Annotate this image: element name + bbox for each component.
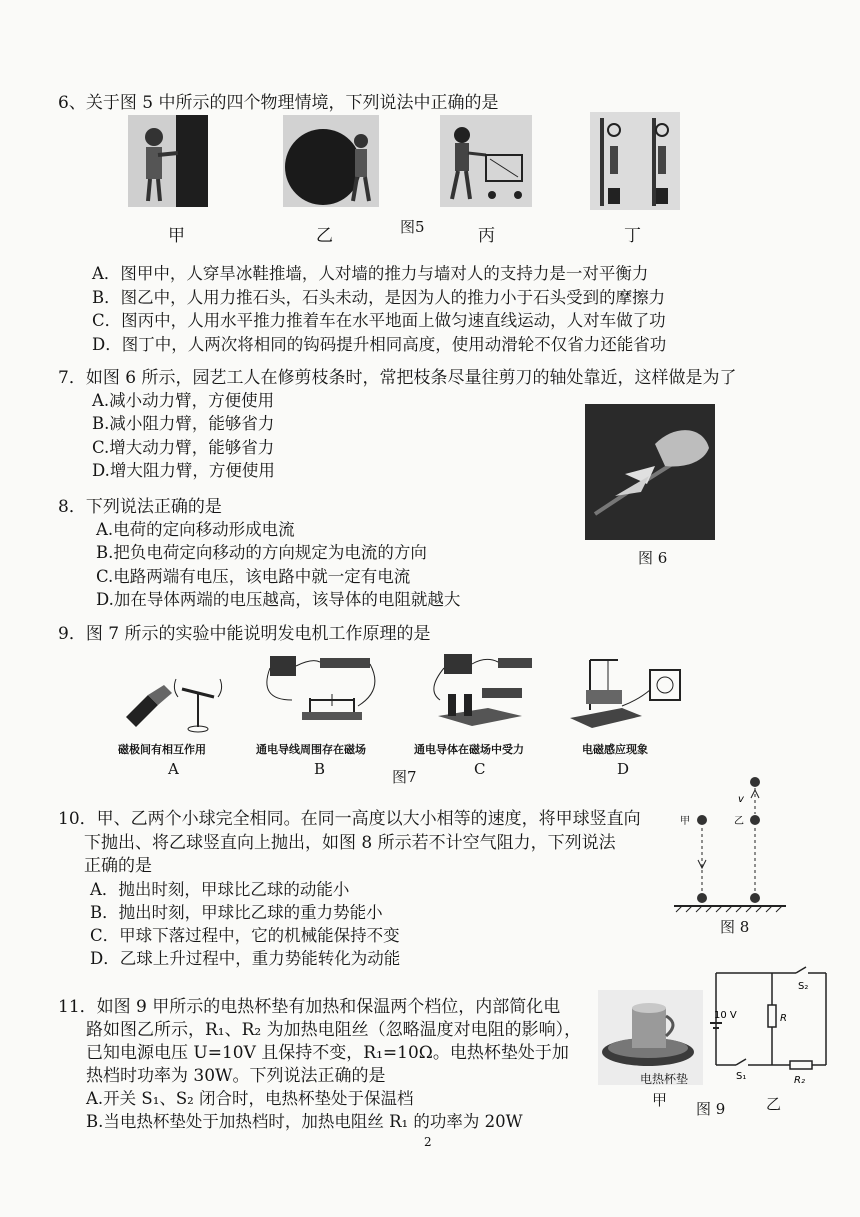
fig7-letter-b: B	[314, 760, 326, 778]
q11-stem-line-3: 已知电源电压 U=10V 且保持不变，R₁=10Ω。电热杯垫处于加	[86, 1043, 569, 1063]
q6-option-c: C．图丙中，人用水平推力推着车在水平地面上做匀速直线运动，人对车做了功	[92, 311, 666, 330]
q10-stem-line-3: 正确的是	[84, 856, 152, 876]
fig5-bing-image	[440, 115, 532, 207]
fig8-yi-label: 乙	[734, 816, 744, 827]
q11-stem-line-4: 热档时功率为 30W。下列说法正确的是	[86, 1066, 386, 1086]
fig9-photo-label: 电热杯垫	[640, 1072, 689, 1086]
fig5-ding-image	[590, 112, 680, 210]
fig8-v-label: v	[738, 794, 744, 805]
fig5-jia-image	[128, 115, 208, 207]
fig7-a-image	[118, 665, 238, 735]
fig7-letter-d: D	[617, 760, 630, 778]
fig5-label-yi: 乙	[316, 226, 333, 246]
fig7-b-caption: 通电导线周围存在磁场	[256, 743, 366, 756]
fig6-caption: 图 6	[638, 549, 668, 567]
q11-stem-line-1: 11．如图 9 甲所示的电热杯垫有加热和保温两个档位，内部简化电	[58, 997, 561, 1017]
fig7-c-image	[418, 650, 548, 735]
fig7-a-caption: 磁极间有相互作用	[118, 743, 206, 756]
fig7-b-image	[262, 650, 382, 735]
q6-stem: 6、关于图 5 中所示的四个物理情境，下列说法中正确的是	[58, 93, 499, 113]
fig5-label-bing: 丙	[478, 226, 495, 246]
fig7-letter-c: C	[474, 760, 486, 778]
q10-stem-line-2: 下抛出、将乙球竖直向上抛出，如图 8 所示若不计空气阻力，下列说法	[84, 833, 616, 853]
q10-option-d: D．乙球上升过程中，重力势能转化为动能	[90, 949, 401, 968]
q11-option-a: A.开关 S₁、S₂ 闭合时，电热杯垫处于保温档	[86, 1089, 414, 1108]
q7-option-a: A.减小动力臂，方便使用	[92, 391, 275, 410]
fig5-yi-image	[283, 115, 379, 207]
fig9-caption: 图 9	[696, 1100, 726, 1118]
q10-option-a: A．抛出时刻，甲球比乙球的动能小	[90, 880, 350, 899]
fig7-d-caption: 电磁感应现象	[582, 743, 648, 756]
q8-stem: 8．下列说法正确的是	[58, 497, 222, 517]
fig5-label-ding: 丁	[624, 226, 641, 246]
q8-option-a: A.电荷的定向移动形成电流	[96, 520, 295, 539]
q10-option-b: B．抛出时刻，甲球比乙球的重力势能小	[90, 903, 383, 922]
q7-option-d: D.增大阻力臂，方便使用	[92, 461, 275, 480]
fig5-caption: 图5	[400, 218, 425, 236]
fig9-circuit	[706, 965, 830, 1085]
fig7-letter-a: A	[168, 760, 179, 778]
q6-option-a: A．图甲中，人穿旱冰鞋推墙，人对墙的推力与墙对人的支持力是一对平衡力	[92, 264, 649, 283]
page-number: 2	[424, 1135, 432, 1149]
q8-option-b: B.把负电荷定向移动的方向规定为电流的方向	[96, 543, 427, 562]
q7-stem: 7．如图 6 所示，园艺工人在修剪枝条时，常把枝条尽量往剪刀的轴处靠近，这样做是为了	[58, 368, 737, 388]
q9-stem: 9．图 7 所示的实验中能说明发电机工作原理的是	[58, 624, 431, 644]
fig9-s2-label: S₂	[798, 981, 809, 992]
fig9-sub-label-yi: 乙	[766, 1095, 782, 1113]
q10-option-c: C．甲球下落过程中，它的机械能保持不变	[90, 926, 400, 945]
q7-option-b: B.减小阻力臂，能够省力	[92, 414, 275, 433]
q11-stem-line-2: 路如图乙所示，R₁、R₂ 为加热电阻丝（忽略温度对电阻的影响），	[86, 1020, 582, 1040]
fig7-caption: 图7	[392, 768, 417, 786]
fig9-r-label: R	[780, 1013, 787, 1024]
q10-stem-line-1: 10．甲、乙两个小球完全相同。在同一高度以大小相等的速度，将甲球竖直向	[58, 809, 641, 829]
fig7-c-caption: 通电导体在磁场中受力	[414, 743, 524, 756]
fig8-caption: 图 8	[720, 918, 750, 936]
fig5-label-jia: 甲	[168, 226, 185, 246]
fig8-jia-label: 甲	[680, 816, 690, 827]
q8-option-c: C.电路两端有电压，该电路中就一定有电流	[96, 567, 411, 586]
q8-option-d: D.加在导体两端的电压越高，该导体的电阻就越大	[96, 590, 461, 609]
q6-option-d: D．图丁中，人两次将相同的钩码提升相同高度，使用动滑轮不仅省力还能省功	[92, 335, 667, 354]
fig7-d-image	[568, 650, 688, 735]
fig9-voltage-label: 10 V	[714, 1010, 737, 1021]
q7-option-c: C.增大动力臂，能够省力	[92, 438, 275, 457]
q11-option-b: B.当电热杯垫处于加热档时，加热电阻丝 R₁ 的功率为 20W	[86, 1112, 523, 1131]
fig6-pruning-photo	[585, 404, 715, 540]
fig8-diagram	[672, 770, 792, 915]
fig9-s1-label: S₁	[736, 1071, 747, 1082]
fig9-r2-label: R₂	[794, 1075, 805, 1085]
fig9-sub-label-jia: 甲	[652, 1091, 668, 1109]
q6-option-b: B．图乙中，人用力推石头，石头未动，是因为人的推力小于石头受到的摩擦力	[92, 288, 666, 307]
